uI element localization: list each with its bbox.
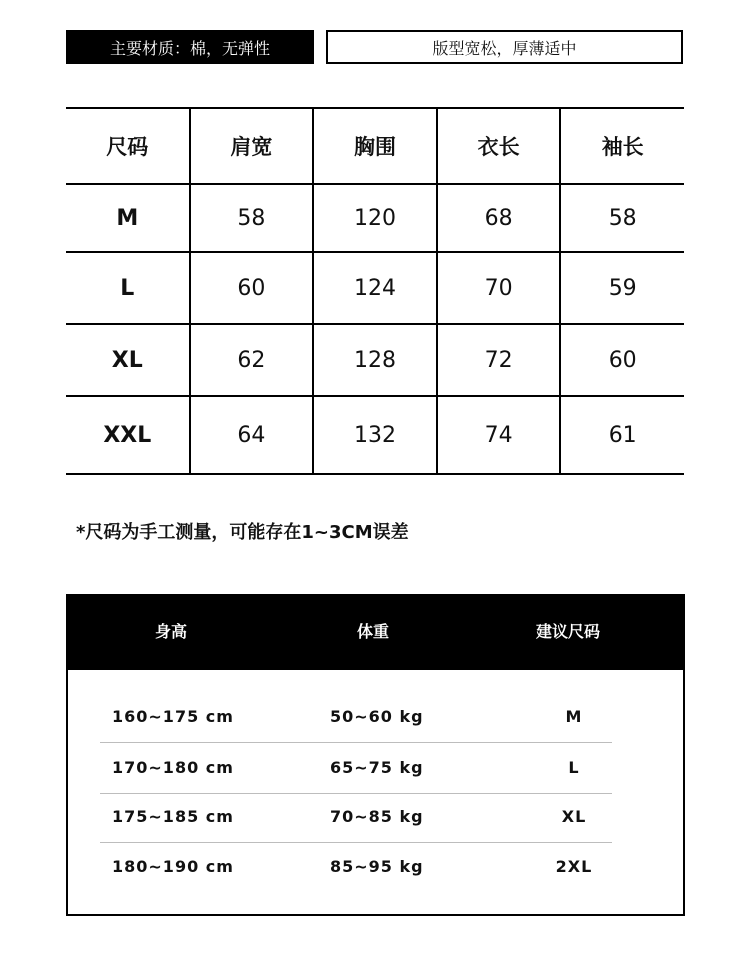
recommended-size: XL bbox=[561, 807, 587, 826]
size-table-header-row bbox=[66, 108, 684, 184]
size-cell: M bbox=[66, 184, 190, 252]
length-cell: 74 bbox=[437, 396, 561, 474]
shoulder-cell: 62 bbox=[190, 324, 314, 396]
chest-cell: 124 bbox=[313, 252, 437, 324]
fit-text: 版型宽松，厚薄适中 bbox=[432, 38, 577, 58]
recommendation-header bbox=[68, 596, 683, 670]
list-item bbox=[100, 692, 612, 743]
height-range: 180~190 cm bbox=[112, 857, 234, 876]
table-row bbox=[66, 324, 684, 396]
fit-badge bbox=[326, 30, 683, 64]
table-row bbox=[66, 396, 684, 474]
sleeve-cell: 61 bbox=[560, 396, 684, 474]
material-badge bbox=[66, 30, 314, 64]
weight-range: 50~60 kg bbox=[330, 707, 424, 726]
header-recommended-size: 建议尺码 bbox=[535, 622, 601, 641]
measurement-note: *尺码为手工测量，可能存在1~3CM误差 bbox=[76, 522, 409, 543]
height-range: 160~175 cm bbox=[112, 707, 234, 726]
table-row bbox=[66, 184, 684, 252]
size-cell: L bbox=[66, 252, 190, 324]
header-weight: 体重 bbox=[356, 622, 390, 641]
length-cell: 72 bbox=[437, 324, 561, 396]
height-range: 170~180 cm bbox=[112, 758, 234, 777]
list-item bbox=[100, 743, 612, 794]
shoulder-cell: 60 bbox=[190, 252, 314, 324]
size-recommendation-panel bbox=[66, 594, 685, 916]
recommended-size: L bbox=[568, 758, 580, 777]
sleeve-cell: 59 bbox=[560, 252, 684, 324]
material-text: 主要材质：棉，无弹性 bbox=[109, 38, 270, 58]
chest-cell: 132 bbox=[313, 396, 437, 474]
header-height: 身高 bbox=[154, 622, 188, 641]
header-shoulder: 肩宽 bbox=[190, 108, 314, 184]
size-table bbox=[66, 107, 684, 475]
recommended-size: M bbox=[565, 707, 583, 726]
header-chest: 胸围 bbox=[313, 108, 437, 184]
size-cell: XXL bbox=[66, 396, 190, 474]
header-size: 尺码 bbox=[66, 108, 190, 184]
sleeve-cell: 58 bbox=[560, 184, 684, 252]
chest-cell: 128 bbox=[313, 324, 437, 396]
header-sleeve: 袖长 bbox=[560, 108, 684, 184]
length-cell: 70 bbox=[437, 252, 561, 324]
weight-range: 70~85 kg bbox=[330, 807, 424, 826]
weight-range: 85~95 kg bbox=[330, 857, 424, 876]
sleeve-cell: 60 bbox=[560, 324, 684, 396]
size-cell: XL bbox=[66, 324, 190, 396]
list-item bbox=[100, 792, 612, 843]
recommended-size: 2XL bbox=[555, 857, 593, 876]
height-range: 175~185 cm bbox=[112, 807, 234, 826]
header-length: 衣长 bbox=[437, 108, 561, 184]
shoulder-cell: 58 bbox=[190, 184, 314, 252]
table-row bbox=[66, 252, 684, 324]
shoulder-cell: 64 bbox=[190, 396, 314, 474]
list-item bbox=[100, 842, 612, 892]
chest-cell: 120 bbox=[313, 184, 437, 252]
length-cell: 68 bbox=[437, 184, 561, 252]
weight-range: 65~75 kg bbox=[330, 758, 424, 777]
